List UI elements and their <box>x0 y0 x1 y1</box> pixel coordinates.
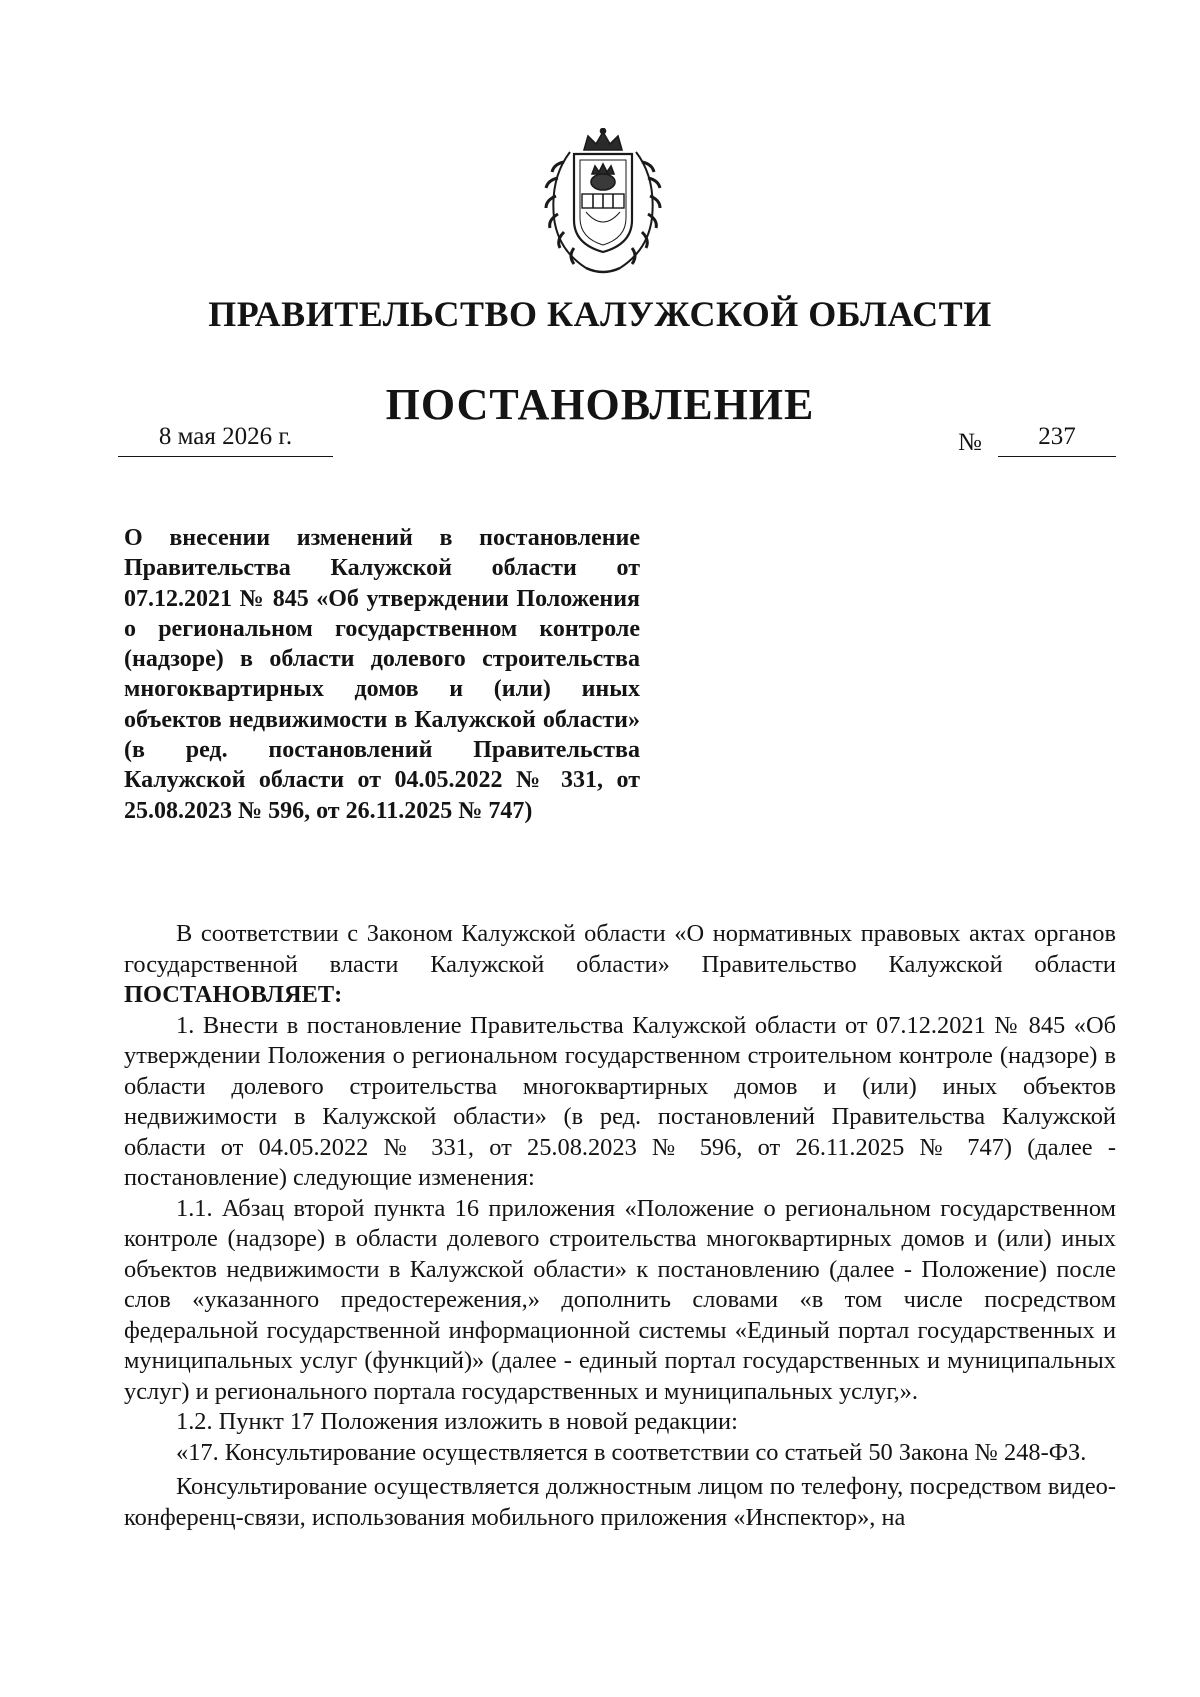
number-sign: № <box>958 429 982 456</box>
clause-1: 1. Внести в постановление Правительства Калужской области от 07.12.2021 № 845 «Об утверждении Положения о региональном государственном строительном контроле (надзоре) в области долевого строительства многоквартирных домов и (или) иных объектов недвижимости в Калужской области» (в ред. постановлений Правительства Калужской области от 04.05.2022 № 331, от 25.08.2023 № 596, от 26.11.2025 № 747) (далее - постановление) следующие изменения: <box>124 1011 1116 1191</box>
document-date: 8 мая 2026 г. <box>118 422 333 457</box>
preamble-paragraph <box>124 919 1116 1011</box>
coat-of-arms-icon <box>536 128 670 276</box>
document-subject: О внесении изменений в постановление Правительства Калужской области от 07.12.2021 № 845 «Об утверждении Положения о региональном государственном контроле (надзоре) в области долевого строительства многоквартирных домов и (или) иных объектов недвижимости в Калужской области» (в ред. постановлений Правительства Калужской области от 04.05.2022 № 331, от 25.08.2023 № 596, от 26.11.2025 № 747) <box>124 525 640 824</box>
organization-title: ПРАВИТЕЛЬСТВО КАЛУЖСКОЙ ОБЛАСТИ <box>208 294 992 334</box>
clause-1-1: 1.1. Абзац второй пункта 16 приложения «Положение о региональном государственном контроле (надзоре) в области долевого строительства многоквартирных домов и (или) иных объектов недвижимости в Калужской области» к постановлению (далее - Положение) после слов «указанного предостережения,» дополнить словами «в том числе посредством федеральной государственной информационной системы «Единый портал государственных и муниципальных услуг (функций)» (далее - единый портал государственных и муниципальных услуг) и регионального портала государственных и муниципальных услуг,». <box>124 1194 1116 1405</box>
preamble-text: В соответствии с Законом Калужской области «О нормативных правовых актах органов государственной власти Калужской области» Правительство Калужской области <box>124 920 1116 978</box>
resolves-keyword: ПОСТАНОВЛЯЕТ: <box>124 981 343 1008</box>
clause-1-2: 1.2. Пункт 17 Положения изложить в новой редакции: <box>176 1408 738 1435</box>
clause-17-paragraph-2: Консультирование осуществляется должностным лицом по телефону, посредством видео-конференц-связи, использования мобильного приложения «Инспектор», на <box>124 1473 1116 1531</box>
document-body <box>124 919 1116 1533</box>
document-number: 237 <box>998 422 1116 457</box>
clause-17: «17. Консультирование осуществляется в соответствии со статьей 50 Закона № 248-ФЗ. <box>176 1438 1087 1466</box>
document-type-heading: ПОСТАНОВЛЕНИЕ <box>385 380 815 429</box>
